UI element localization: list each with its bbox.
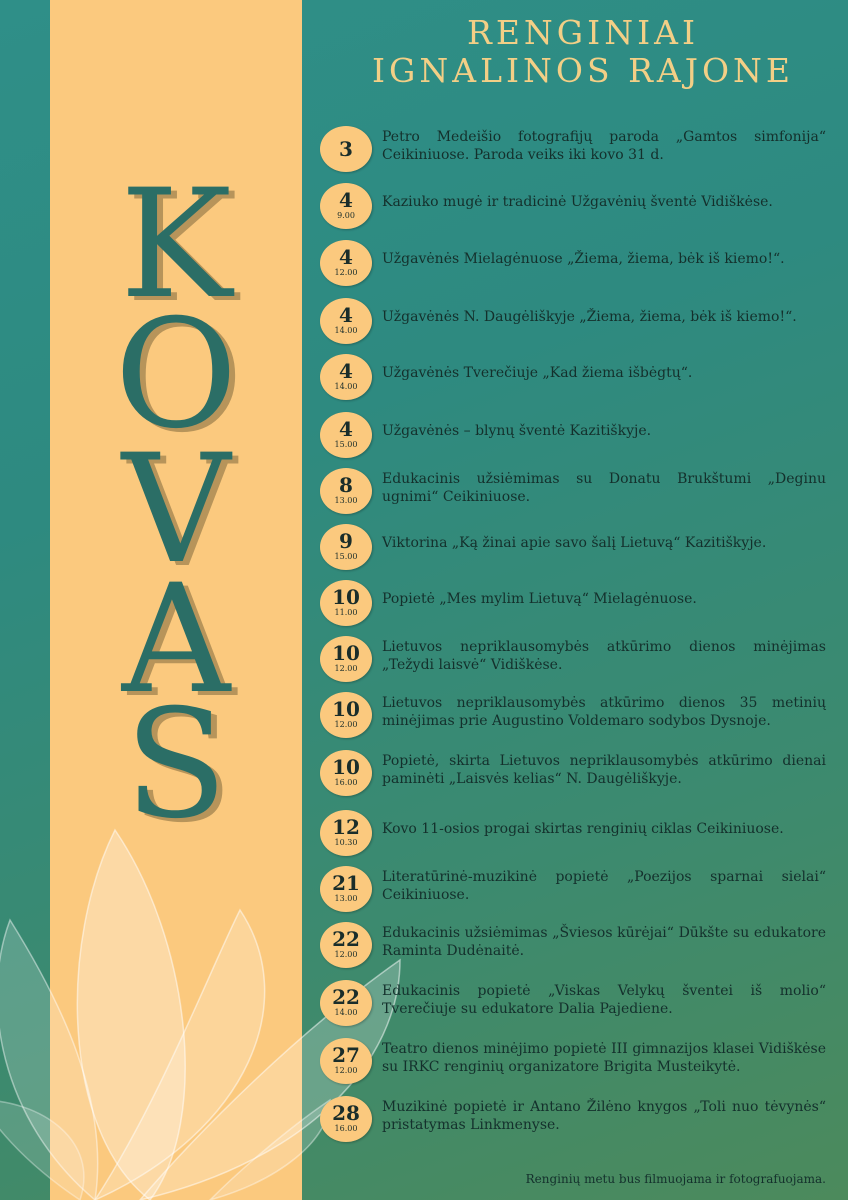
event-description: Lietuvos nepriklausomybės atkūrimo dienos 35 metinių minėjimas prie Augustino Voldemaro sodybos Dysnoje. bbox=[382, 695, 826, 729]
event-day: 4 bbox=[339, 303, 353, 327]
date-badge bbox=[320, 240, 372, 286]
month-letter-a: A bbox=[121, 553, 231, 727]
month-letter-v: V bbox=[121, 423, 231, 597]
event-day: 4 bbox=[339, 245, 353, 269]
date-badge bbox=[320, 468, 372, 514]
event-day: 4 bbox=[339, 359, 353, 383]
date-badge bbox=[320, 636, 372, 682]
date-badge bbox=[320, 183, 372, 229]
event-day: 9 bbox=[339, 529, 353, 553]
date-badge bbox=[320, 1096, 372, 1142]
event-time: 13.00 bbox=[334, 496, 358, 505]
event-day: 10 bbox=[332, 697, 360, 721]
event-time: 12.00 bbox=[334, 268, 358, 277]
event-description: Literatūrinė-muzikinė popietė „Poezijos sparnai sielai“ Ceikiniuose. bbox=[382, 869, 826, 903]
month-letter-k: K bbox=[119, 158, 233, 332]
footer-note: Renginių metu bus filmuojama ir fotografuojama. bbox=[525, 1172, 826, 1186]
event-description: Edukacinis užsiėmimas „Šviesos kūrėjai“ Dūkšte su edukatore Raminta Dudėnaitė. bbox=[382, 925, 826, 959]
event-description: Teatro dienos minėjimo popietė III gimnazijos klasei Vidiškėse su IRKC renginių organizatore Brigita Musteikytė. bbox=[382, 1041, 826, 1075]
date-badge bbox=[320, 1038, 372, 1084]
event-time: 16.00 bbox=[334, 778, 358, 787]
page-title bbox=[318, 14, 848, 90]
event-time: 14.00 bbox=[334, 382, 358, 391]
date-badge bbox=[320, 810, 372, 856]
date-badge bbox=[320, 298, 372, 344]
date-badge bbox=[320, 580, 372, 626]
event-time: 16.00 bbox=[334, 1124, 358, 1133]
event-time: 14.00 bbox=[334, 326, 358, 335]
event-description: Popietė, skirta Lietuvos nepriklausomybės atkūrimo dienai paminėti „Laisvės kelias“ N. Daugėliškyje. bbox=[382, 753, 826, 787]
date-badge bbox=[320, 980, 372, 1026]
event-description: Edukacinis užsiėmimas su Donatu Brukštumi „Deginu ugnimi“ Ceikiniuose. bbox=[382, 471, 826, 505]
event-description: Užgavėnės – blynų šventė Kazitiškyje. bbox=[382, 423, 652, 439]
date-badge bbox=[320, 866, 372, 912]
event-time: 12.00 bbox=[334, 1066, 358, 1075]
date-badge bbox=[320, 922, 372, 968]
event-time: 10.30 bbox=[334, 838, 358, 847]
event-time: 13.00 bbox=[334, 894, 358, 903]
event-day: 21 bbox=[332, 871, 360, 895]
event-time: 15.00 bbox=[334, 552, 358, 561]
event-description: Užgavėnės Mielagėnuose „Žiema, žiema, bėk iš kiemo!“. bbox=[382, 251, 785, 267]
event-day: 8 bbox=[339, 473, 353, 497]
event-description: Edukacinis popietė „Viskas Velykų šventei iš molio“ Tverečiuje su edukatore Dalia Pajediene. bbox=[382, 983, 826, 1017]
event-time: 11.00 bbox=[334, 608, 358, 617]
date-badge bbox=[320, 354, 372, 400]
event-day: 10 bbox=[332, 641, 360, 665]
event-time: 12.00 bbox=[334, 950, 358, 959]
date-badge bbox=[320, 524, 372, 570]
title-line-2: IGNALINOS RAJONE bbox=[371, 51, 794, 90]
event-description: Popietė „Mes mylim Lietuvą“ Mielagėnuose. bbox=[382, 591, 697, 607]
event-description: Muzikinė popietė ir Antano Žilėno knygos „Toli nuo tėvynės“ pristatymas Linkmenyse. bbox=[382, 1099, 826, 1133]
event-description: Kovo 11-osios progai skirtas renginių ciklas Ceikiniuose. bbox=[382, 821, 784, 837]
month-letter-o: O bbox=[114, 288, 238, 462]
event-day: 12 bbox=[332, 815, 360, 839]
event-day: 4 bbox=[339, 188, 353, 212]
event-description: Užgavėnės Tverečiuje „Kad žiema išbėgtų“. bbox=[382, 365, 693, 381]
event-day: 4 bbox=[339, 417, 353, 441]
event-time: 12.00 bbox=[334, 720, 358, 729]
event-day: 22 bbox=[332, 927, 360, 951]
event-day: 27 bbox=[332, 1043, 360, 1067]
month-letter-s: S bbox=[124, 678, 228, 852]
event-time: 9.00 bbox=[337, 211, 355, 220]
date-badge bbox=[320, 750, 372, 796]
event-time: 15.00 bbox=[334, 440, 358, 449]
event-day: 28 bbox=[332, 1101, 360, 1125]
event-description: Viktorina „Ką žinai apie savo šalį Lietuvą“ Kazitiškyje. bbox=[382, 535, 767, 551]
event-day: 10 bbox=[332, 585, 360, 609]
event-time: 14.00 bbox=[334, 1008, 358, 1017]
event-description: Lietuvos nepriklausomybės atkūrimo dienos minėjimas „Težydi laisvė“ Vidiškėse. bbox=[382, 639, 826, 673]
event-day: 22 bbox=[332, 985, 360, 1009]
date-badge bbox=[320, 692, 372, 738]
event-time: 12.00 bbox=[334, 664, 358, 673]
event-description: Užgavėnės N. Daugėliškyje „Žiema, žiema, bėk iš kiemo!“. bbox=[382, 309, 797, 325]
event-day: 10 bbox=[332, 755, 360, 779]
date-badge bbox=[320, 126, 372, 172]
event-description: Petro Medeišio fotografijų paroda „Gamtos simfonija“ Ceikiniuose. Paroda veiks iki kovo 31 d. bbox=[382, 129, 826, 163]
date-badge bbox=[320, 412, 372, 458]
event-description: Kaziuko mugė ir tradicinė Užgavėnių šventė Vidiškėse. bbox=[382, 194, 773, 210]
event-day: 3 bbox=[339, 137, 353, 161]
title-line-1: RENGINIAI bbox=[467, 13, 699, 52]
